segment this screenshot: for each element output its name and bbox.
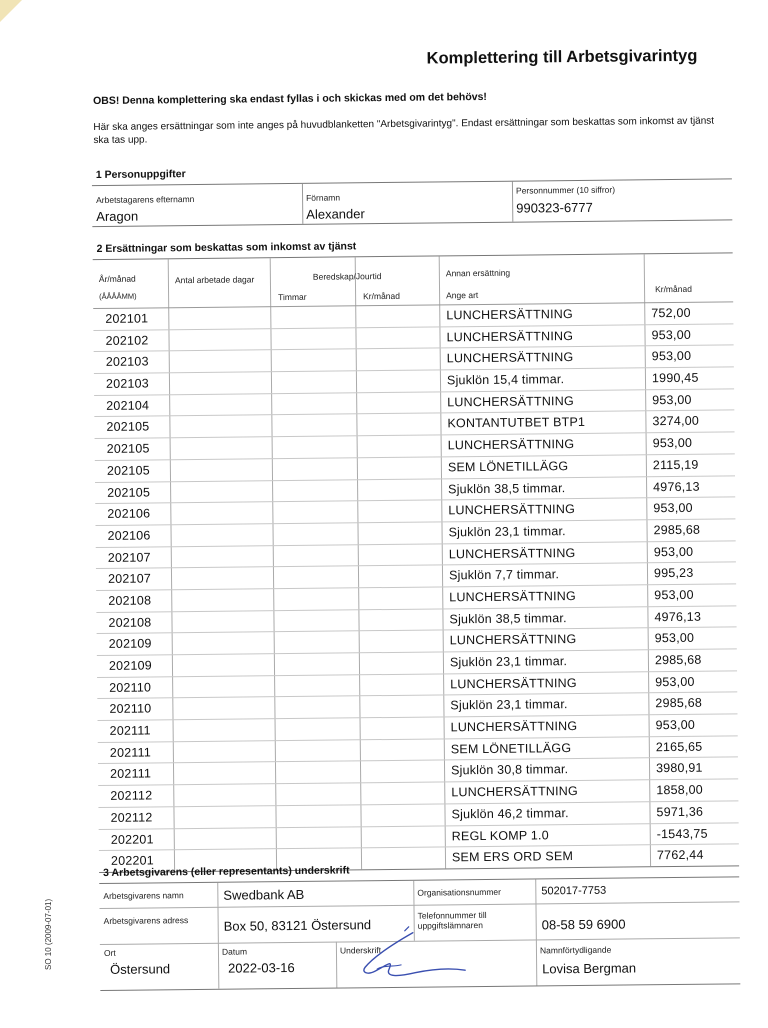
row-month: 202112: [110, 810, 153, 825]
form-code: SO 10 (2009-07-01): [44, 898, 53, 970]
table-header: [93, 253, 733, 309]
row-type: Sjuklön 23,1 timmar.: [450, 697, 568, 713]
row-type: LUNCHERSÄTTNING: [450, 719, 578, 735]
handwritten-signature: [335, 924, 476, 985]
row-month: 202104: [106, 398, 150, 413]
signature-label: Underskrift: [339, 945, 382, 956]
row-amount: 5971,36: [656, 804, 704, 820]
employer-name-field[interactable]: [217, 881, 414, 907]
row-month: 202108: [108, 615, 152, 630]
row-type: Sjuklön 7,7 timmar.: [448, 567, 560, 583]
row-month: 202105: [106, 441, 150, 457]
row-month: 202107: [107, 571, 152, 587]
row-type: Sjuklön 15,4 timmar.: [446, 372, 565, 388]
row-month: 202106: [107, 506, 151, 522]
name-clarification-value: Lovisa Bergman: [542, 960, 637, 977]
row-type: LUNCHERSÄTTNING: [448, 545, 576, 561]
date-label: Datum: [221, 946, 248, 957]
row-month: 202201: [110, 853, 154, 869]
row-month: 202110: [109, 680, 152, 695]
row-amount: 953,00: [654, 587, 694, 603]
row-amount: 953,00: [652, 392, 692, 407]
row-type: LUNCHERSÄTTNING: [447, 437, 575, 453]
row-month: 202109: [108, 658, 152, 673]
row-month: 202105: [107, 484, 151, 500]
phone-field[interactable]: [535, 901, 739, 939]
row-month: 202107: [107, 550, 151, 565]
row-amount: 953,00: [651, 349, 692, 364]
phone-label: Telefonnummer till uppgiftslämnaren: [417, 909, 487, 931]
row-month: 202112: [110, 788, 153, 804]
row-type: SEM ERS ORD SEM: [451, 849, 574, 865]
row-type: LUNCHERSÄTTNING: [450, 675, 577, 692]
row-amount: 752,00: [651, 305, 691, 321]
row-month: 202111: [109, 723, 151, 738]
name-clarification-field[interactable]: [536, 937, 740, 985]
row-month: 202103: [105, 354, 149, 370]
row-type: Sjuklön 46,2 timmar.: [451, 805, 569, 822]
row-type: SEM LÖNETILLÄGG: [447, 458, 569, 475]
row-type: Sjuklön 38,5 timmar.: [449, 610, 567, 626]
row-amount: 1858,00: [656, 782, 703, 798]
row-month: 202110: [109, 701, 152, 717]
address-label: Arbetsgivarens adress: [103, 915, 189, 926]
row-amount: 953,00: [653, 544, 694, 559]
personal-info-section: [92, 178, 732, 227]
section3-title: 3 Arbetsgivarens (eller representants) underskrift: [103, 864, 350, 879]
col-month-format: (ÅÅÅÅMM): [99, 291, 137, 301]
row-amount: 3980,91: [655, 761, 703, 776]
phone-value: 08-58 59 6900: [541, 916, 626, 933]
row-month: 202106: [107, 528, 151, 543]
row-type: Sjuklön 23,1 timmar.: [448, 524, 566, 540]
orgnr-label: Organisationsnummer: [417, 886, 502, 898]
row-type: KONTANTUTBET BTP1: [447, 415, 586, 431]
orgnr-label-cell: [413, 879, 536, 904]
row-type: LUNCHERSÄTTNING: [446, 328, 574, 345]
row-type: Sjuklön 38,5 timmar.: [448, 480, 566, 496]
personnr-field[interactable]: [512, 179, 732, 221]
firstname-field[interactable]: [302, 182, 513, 224]
row-amount: 953,00: [655, 717, 696, 733]
section2-title: 2 Ersättningar som beskattas som inkomst av tjänst: [96, 240, 357, 256]
row-amount: 953,00: [653, 500, 693, 516]
surname-label: Arbetstagarens efternamn: [96, 193, 195, 206]
row-amount: 2985,68: [654, 652, 702, 668]
row-amount: 3274,00: [652, 414, 700, 429]
form-title: Komplettering till Arbetsgivarintyg: [426, 46, 698, 68]
city-label: Ort: [103, 947, 116, 958]
row-amount: 2985,68: [653, 522, 701, 538]
row-amount: 953,00: [652, 435, 693, 451]
employer-name-value: Swedbank AB: [223, 886, 305, 903]
row-type: LUNCHERSÄTTNING: [447, 393, 574, 410]
notice-text: OBS! Denna komplettering ska endast fyllas i och skickas med om det behövs!: [92, 90, 487, 108]
col-days-label: Antal arbetade dagar: [174, 274, 255, 286]
row-month: 202201: [110, 831, 154, 847]
row-amount: 7762,44: [656, 847, 704, 863]
row-type: Sjuklön 23,1 timmar.: [449, 654, 568, 670]
row-type: LUNCHERSÄTTNING: [446, 350, 574, 366]
row-amount: 995,23: [653, 566, 694, 581]
row-month: 202105: [106, 463, 150, 478]
firstname-value: Alexander: [306, 206, 365, 222]
row-type: LUNCHERSÄTTNING: [446, 307, 573, 323]
col-month-label: År/månad: [98, 273, 136, 285]
col-oncall-kr-label: Kr/månad: [363, 290, 401, 302]
address-value: Box 50, 83121 Östersund: [223, 917, 372, 934]
row-month: 202108: [108, 593, 152, 608]
compensation-table: [93, 252, 739, 873]
orgnr-value: 502017-7753: [541, 884, 607, 898]
row-amount: 953,00: [651, 327, 692, 342]
row-amount: -1543,75: [656, 826, 708, 841]
surname-value: Aragon: [96, 208, 139, 225]
row-month: 202111: [110, 766, 152, 782]
personnr-label: Personnummer (10 siffror): [515, 184, 616, 196]
personnr-value: 990323-6777: [516, 199, 593, 216]
row-amount: 4976,13: [654, 609, 702, 624]
row-month: 202109: [108, 636, 152, 652]
row-month: 202102: [105, 333, 149, 348]
row-type: LUNCHERSÄTTNING: [448, 502, 576, 518]
date-value: 2022-03-16: [228, 959, 295, 976]
row-type: LUNCHERSÄTTNING: [451, 784, 578, 800]
col-hours-label: Timmar: [278, 291, 307, 303]
row-amount: 953,00: [655, 674, 695, 689]
row-type: Sjuklön 30,8 timmar.: [451, 762, 569, 778]
city-field[interactable]: [100, 943, 219, 990]
row-month: 202103: [105, 376, 149, 391]
employer-name-label: Arbetsgivarens namn: [103, 890, 184, 901]
row-amount: 4976,13: [653, 479, 700, 494]
col-oncall-label: Beredskap/Jourtid: [312, 271, 382, 282]
row-type: SEM LÖNETILLÄGG: [450, 740, 572, 757]
col-type-label: Ange art: [446, 290, 479, 301]
col-other-label: Annan ersättning: [445, 267, 511, 279]
row-month: 202111: [109, 745, 152, 760]
orgnr-field[interactable]: [535, 877, 739, 903]
row-type: REGL KOMP 1.0: [451, 827, 549, 843]
firstname-label: Förnamn: [306, 192, 341, 203]
col-other-kr-label: Kr/månad: [654, 283, 692, 295]
row-amount: 2985,68: [655, 696, 703, 711]
row-month: 202105: [106, 419, 150, 435]
table-body: [93, 302, 739, 872]
surname-field[interactable]: [92, 184, 303, 226]
row-type: LUNCHERSÄTTNING: [449, 588, 576, 605]
city-value: Östersund: [110, 961, 171, 977]
employer-name-label-cell: [99, 883, 218, 908]
date-field[interactable]: [218, 942, 337, 989]
row-amount: 1990,45: [651, 370, 699, 386]
row-amount: 953,00: [654, 631, 695, 646]
name-clarification-label: Namnförtydligande: [539, 944, 612, 956]
row-month: 202101: [105, 311, 149, 326]
row-type: LUNCHERSÄTTNING: [449, 632, 577, 648]
intro-text: Här ska anges ersättningar som inte anges på huvudblanketten "Arbetsgivarintyg". Endast ersättningar som beskattas som inkomst av tjänst ska tas upp.: [93, 115, 715, 147]
row-amount: 2115,19: [652, 457, 699, 473]
address-label-cell: [99, 907, 218, 944]
row-amount: 2165,65: [655, 739, 703, 754]
section1-title: 1 Personuppgifter: [95, 168, 186, 182]
